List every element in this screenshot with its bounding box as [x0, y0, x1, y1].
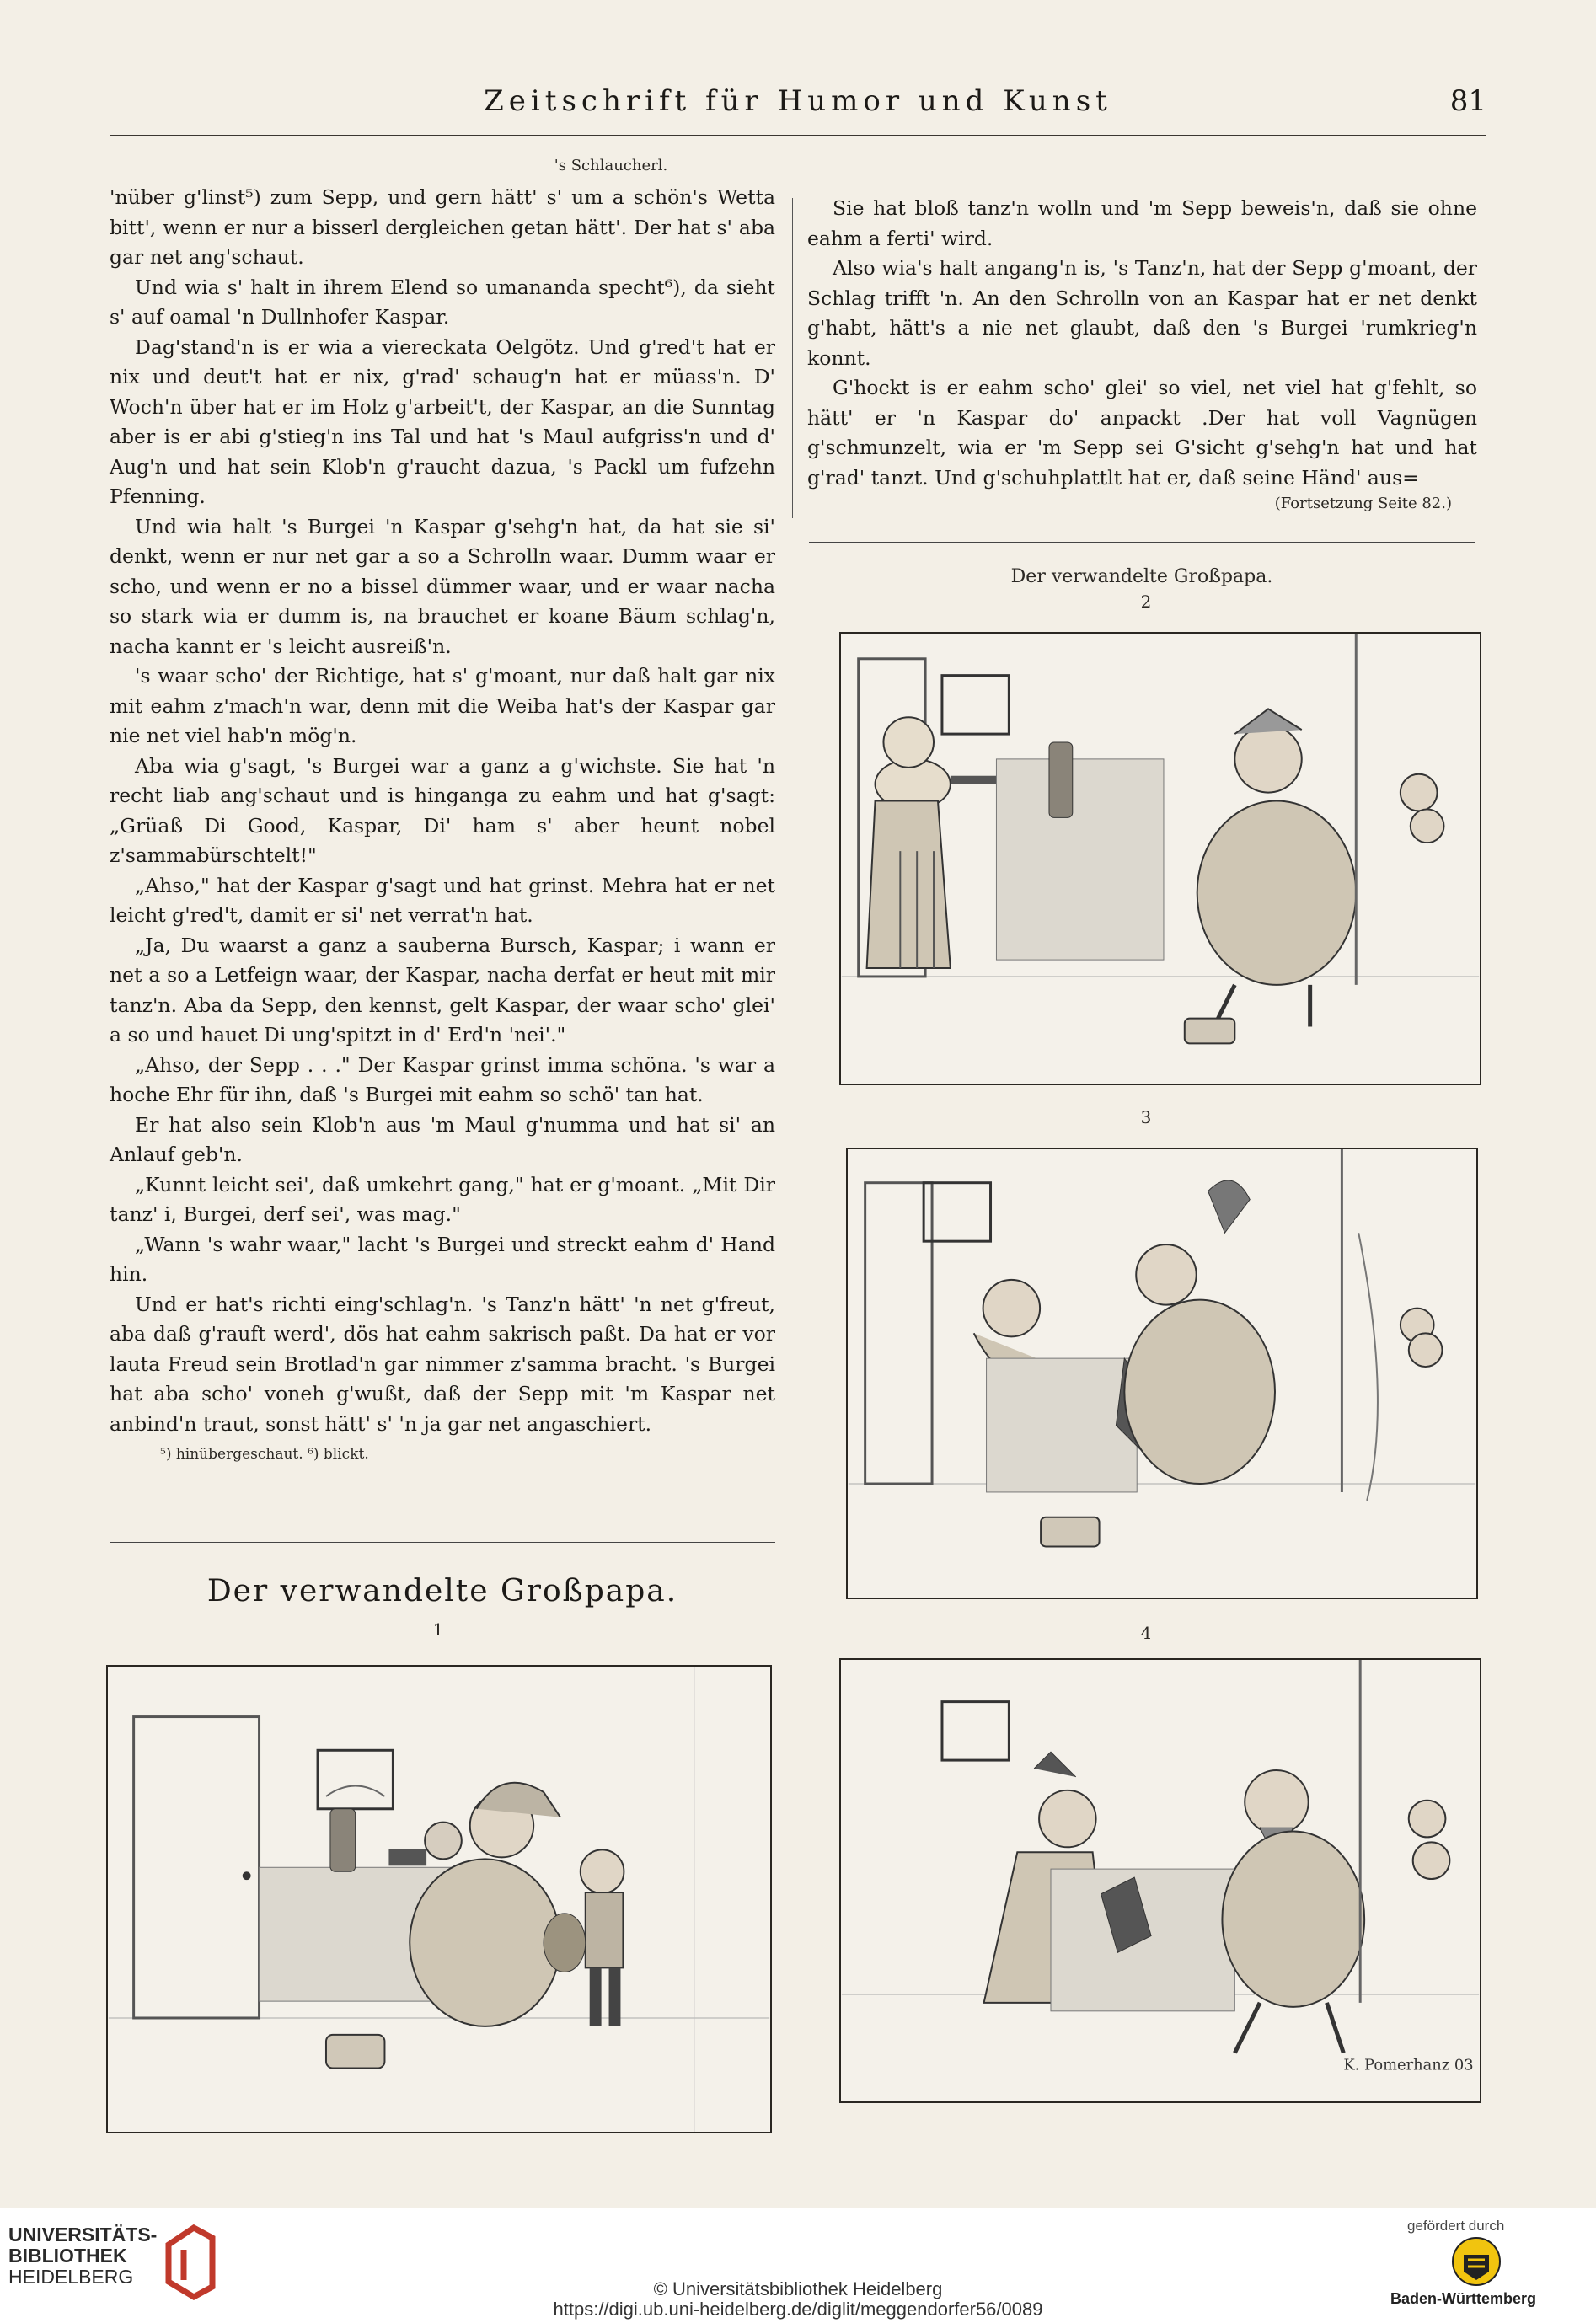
column-divider: [792, 198, 793, 518]
story-paragraph: G'hockt is er eahm scho' glei' so viel, net viel hat g'fehlt, so hätt' er 'n Kaspar do' anpackt .Der hat voll Vagnügen g'schmunzelt, wia er 'm Sepp sei G'sicht g'sehg'n hat und hat g'rad' tanzt. Und g'schuhplattlt hat er, daß seine Händ' aus=: [807, 376, 1477, 490]
story-paragraph: Und wia halt 's Burgei 'n Kaspar g'sehg'n hat, da hat sie si' denkt, wenn er nur net gar a so a Schrolln waar. Dumm waar er scho, und wenn er no a bissel dümmer waar, und er waar nacha so stark wia er dumm is, na brauchet er koane Bäum schlag'n, nacha kannt er 's leicht ausreiß'n.: [110, 514, 775, 658]
panel-3-illustration: [848, 1149, 1476, 1598]
library-name-line: UNIVERSITÄTS-: [8, 2224, 158, 2245]
story-paragraph: „Ahso," hat der Kaspar g'sagt und hat grinst. Mehra hat er net leicht g'red't, damit er si' net verrat'n hat.: [110, 873, 775, 927]
cartoon-panel-1: [106, 1665, 772, 2133]
story-paragraph: 'nüber g'linst⁵) zum Sepp, und gern hätt' s' um a schön's Wetta bitt', wenn er nur a bisserl dergleichen getan hätt'. Der hat s' aba gar net ang'schaut.: [110, 185, 775, 269]
section-rule: [809, 542, 1475, 543]
story-paragraph: „Kunnt leicht sei', daß umkehrt gang," hat er g'moant. „Mit Dir tanz' i, Burgei, derf sei', was mag.": [110, 1172, 775, 1226]
panel-4-illustration: [841, 1660, 1480, 2101]
page-number: 81: [1449, 84, 1486, 118]
running-title: Zeitschrift für Humor und Kunst: [484, 84, 1112, 118]
header-rule: [110, 135, 1486, 136]
state-seal-icon: [1451, 2236, 1502, 2287]
right-column: [807, 194, 1477, 512]
story-title: 's Schlaucherl.: [554, 157, 668, 174]
story-paragraph: „Ja, Du waarst a ganz a sauberna Bursch, Kaspar; i wann er net a so a Letfeign waar, der Kaspar, nacha derfat er heut mit mir tanz'n. Aba da Sepp, den kennst, gelt Kaspar, der waar scho' glei' a so und hauet Di ung'spitzt in d' Erd'n 'nei'.": [110, 933, 775, 1046]
copyright-notice: © Universitätsbibliothek Heidelberg: [653, 2278, 943, 2299]
story-paragraph: 's waar scho' der Richtige, hat s' g'moant, nur daß halt gar nix mit eahm z'mach'n war, denn mit die Weiba hat's der Kaspar gar nie net viel hab'n mög'n.: [110, 664, 775, 747]
story-paragraph: Und er hat's richti eing'schlag'n. 's Tanz'n hätt' 'n net g'freut, aba daß g'rauft werd', dös hat eahm sakrisch paßt. Da hat er vor lauta Freud sein Brotlad'n gar nimmer z'samma bracht. 's Burgei hat aba scho' voneh g'wußt, daß der Sepp mit 'm Kaspar net anbind'n traut, sonst hätt' s' 'n ja gar net angaschiert.: [110, 1292, 775, 1436]
cartoon-panel-4: [839, 1658, 1481, 2103]
story-paragraph: „Ahso, der Sepp . . ." Der Kaspar grinst imma schöna. 's war a hoche Ehr für ihn, daß 's Burgei mit eahm so schö' tan hat.: [110, 1052, 775, 1106]
cartoon-panel-3: [846, 1148, 1478, 1599]
footnotes: ⁵) hinübergeschaut. ⁶) blickt.: [160, 1446, 369, 1463]
story-paragraph: Aba wia g'sagt, 's Burgei war a ganz a g'wichste. Sie hat 'n recht liab ang'schaut und is hinganga zu eahm und hat g'sagt: „Grüaß Di Good, Kaspar, Di' ham s' aber heunt nobel z'sammabürschtelt!": [110, 753, 775, 867]
panel-number: 3: [1140, 1107, 1152, 1127]
continuation-note: (Fortsetzung Seite 82.): [1274, 495, 1452, 512]
section-rule: [110, 1542, 775, 1543]
story-paragraph: Sie hat bloß tanz'n wolln und 'm Sepp beweis'n, daß sie ohne eahm a ferti' wird.: [807, 196, 1477, 250]
artist-signature: K. Pomerhanz 03: [1343, 2056, 1474, 2074]
cartoon-title-small: Der verwandelte Großpapa.: [1010, 566, 1273, 587]
library-name-line: HEIDELBERG: [8, 2266, 134, 2288]
panel-number: 2: [1140, 591, 1152, 612]
panel-2-illustration: [841, 634, 1480, 1084]
story-paragraph: Also wia's halt angang'n is, 's Tanz'n, hat der Sepp g'moant, der Schlag trifft 'n. An den Schrolln von an Kaspar hat er net denkt g'habt, hätt's a nie net glaubt, daß den 's Burgei 'rumkrieg'n konnt.: [807, 256, 1477, 370]
story-paragraph: Er hat also sein Klob'n aus 'm Maul g'numma und hat si' an Anlauf geb'n.: [110, 1112, 775, 1166]
story-paragraph: Dag'stand'n is er wia a viereckata Oelgötz. Und g'red't hat er nix und deut't hat er nix, g'rad' schaug'n hat er müass'n. D' Woch'n über hat er im Holz g'arbeit't, der Kaspar, an die Sunntag aber is er abi g'stieg'n ins Tal und hat 's Maul aufgriss'n und d' Aug'n und hat sein Klob'n g'raucht dazua, 's Packl um fufzehn Pfenning.: [110, 335, 775, 508]
source-url[interactable]: https://digi.ub.uni-heidelberg.de/diglit/meggendorfer56/0089: [553, 2299, 1043, 2320]
funded-by-label: gefördert durch: [1407, 2218, 1505, 2234]
panel-number: 4: [1140, 1623, 1152, 1643]
panel-number: 1: [432, 1619, 444, 1640]
left-column: [110, 152, 775, 1463]
panel-1-illustration: [108, 1667, 770, 2132]
cartoon-panel-2: [839, 632, 1481, 1085]
running-head: [110, 84, 1486, 126]
story-paragraph: Und wia s' halt in ihrem Elend so umananda specht⁶), da sieht s' auf oamal 'n Dullnhofer Kaspar.: [110, 275, 775, 329]
library-name-line: BIBLIOTHEK: [8, 2245, 127, 2267]
funder-name: Baden-Württemberg: [1390, 2290, 1537, 2307]
story-paragraph: „Wann 's wahr waar," lacht 's Burgei und streckt eahm d' Hand hin.: [110, 1232, 775, 1286]
cartoon-title: Der verwandelte Großpapa.: [206, 1574, 678, 1608]
